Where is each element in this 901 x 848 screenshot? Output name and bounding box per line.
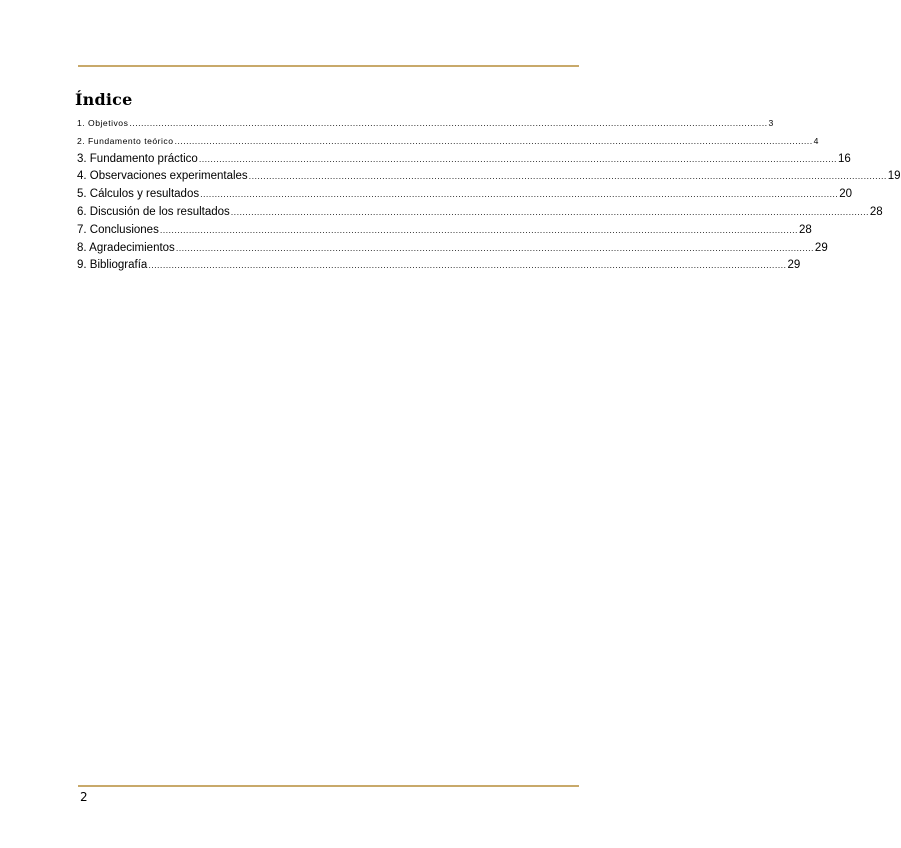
toc-title: Índice	[75, 90, 133, 109]
header-rule	[78, 65, 579, 67]
toc-entry-fundamento-practico[interactable]	[77, 151, 851, 169]
toc-entry-page: 4	[813, 135, 819, 146]
toc-leader-dots: ............................................................................................................................................................................................................................	[129, 118, 768, 128]
toc-leader-dots: ............................................................................................................................................................................................................................	[248, 171, 887, 182]
toc-entry-label: 1. Objetivos	[77, 118, 129, 128]
toc-entry-page: 3	[768, 118, 774, 128]
toc-entry-page: 16	[837, 152, 851, 165]
toc-entry-page: 29	[787, 259, 801, 272]
toc-leader-dots: ............................................................................................................................................................................................................................	[175, 242, 814, 253]
toc-leader-dots: ............................................................................................................................................................................................................................	[230, 206, 869, 217]
toc-entry-label: 4. Observaciones experimentales	[77, 170, 248, 183]
toc-entry-label: 5. Cálculos y resultados	[77, 188, 200, 201]
toc-leader-dots: ............................................................................................................................................................................................................................	[200, 189, 839, 200]
toc-entry-calculos[interactable]	[77, 186, 852, 204]
toc-entry-label: 7. Conclusiones	[77, 223, 159, 236]
toc-entry-conclusiones[interactable]	[77, 222, 812, 240]
toc-entry-fundamento-teorico[interactable]	[77, 133, 819, 151]
toc-entry-page: 20	[839, 188, 852, 201]
toc-entry-label: 2. Fundamento teórico	[77, 135, 174, 146]
toc-leader-dots: ............................................................................................................................................................................................................................	[148, 260, 787, 271]
toc-entry-objetivos[interactable]	[77, 115, 774, 133]
toc-entry-discusion[interactable]	[77, 204, 883, 222]
toc-entry-label: 9. Bibliografía	[77, 259, 148, 272]
toc-entry-label: 8. Agradecimientos	[77, 241, 175, 254]
toc-entry-page: 29	[814, 241, 828, 254]
toc-leader-dots: ............................................................................................................................................................................................................................	[159, 224, 798, 235]
toc-entry-page: 28	[869, 205, 883, 218]
toc-entry-bibliografia[interactable]	[77, 257, 801, 275]
toc-leader-dots: ............................................................................................................................................................................................................................	[198, 153, 837, 164]
footer-rule	[78, 785, 579, 787]
toc-entry-label: 3. Fundamento práctico	[77, 152, 198, 165]
toc-leader-dots: ............................................................................................................................................................................................................................	[174, 135, 813, 146]
toc-entry-observaciones[interactable]	[77, 168, 901, 186]
table-of-contents	[77, 115, 901, 275]
toc-entry-label: 6. Discusión de los resultados	[77, 205, 230, 218]
toc-entry-page: 19	[887, 170, 901, 183]
page-number: 2	[80, 790, 88, 804]
toc-entry-page: 28	[798, 223, 812, 236]
toc-entry-agradecimientos[interactable]	[77, 240, 828, 258]
